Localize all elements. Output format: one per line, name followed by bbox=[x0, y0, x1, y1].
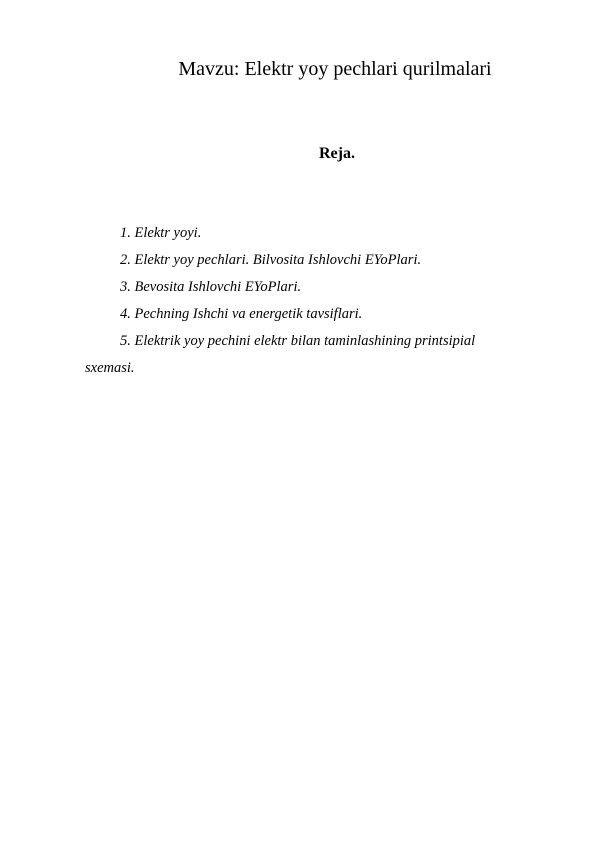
plan-item-3: 3. Bevosita Ishlovchi EYoPlari. bbox=[120, 279, 302, 295]
plan-item-5: 5. Elektrik yoy pechini elektr bilan taminlashining printsipial sxemasi. bbox=[85, 333, 476, 376]
plan-item-4: 4. Pechning Ishchi va energetik tavsiflari. bbox=[120, 306, 363, 322]
plan-heading: Reja. bbox=[319, 145, 355, 162]
plan-item-2: 2. Elektr yoy pechlari. Bilvosita Ishlovchi EYoPlari. bbox=[120, 252, 422, 268]
page-title: Mavzu: Elektr yoy pechlari qurilmalari bbox=[178, 58, 492, 80]
plan-list bbox=[85, 220, 525, 382]
plan-item-1: 1. Elektr yoyi. bbox=[120, 225, 202, 241]
